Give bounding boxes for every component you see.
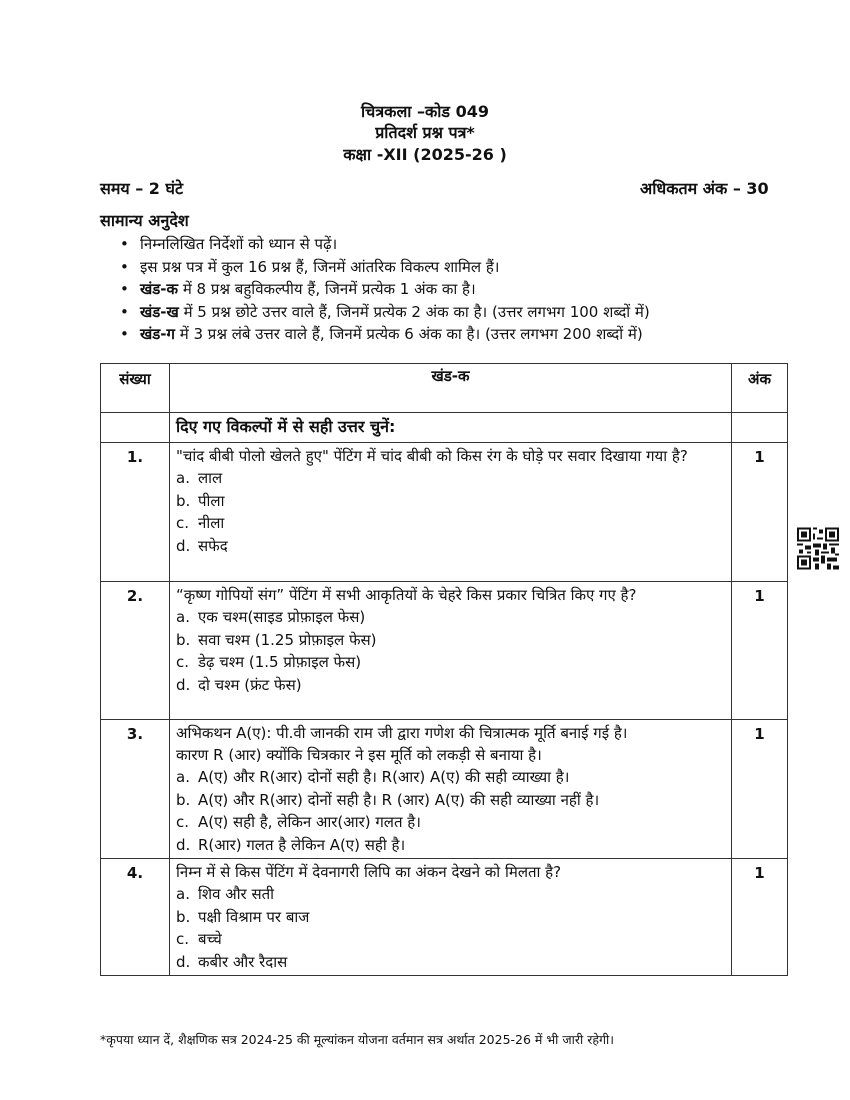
instruction-bold: खंड-ख (140, 302, 179, 321)
instruction-item (140, 278, 650, 301)
option-letter: b. (176, 790, 191, 809)
option-text: बच्चे (198, 930, 222, 948)
instruction-text: में 5 प्रश्न छोटे उत्तर वाले हैं, जिनमें प्रत्येक 2 अंक का है। (उत्तर लगभग 100 शब्दों में) (178, 302, 650, 321)
option (176, 834, 725, 857)
option-text: सफेद (198, 536, 228, 555)
instruction-text: में 8 प्रश्न बहुविकल्पीय हैं, जिनमें प्रत्येक 1 अंक का है। (178, 280, 476, 298)
time-allowed: समय – 2 घंटे (100, 179, 184, 198)
option-text: कबीर और रैदास (198, 952, 288, 971)
question-marks: 1 (732, 582, 788, 720)
option-text: R(आर) गलत है लेकिन A(ए) सही है। (198, 835, 406, 854)
option-text: पीला (198, 491, 225, 510)
col-header-number: संख्या (101, 364, 170, 413)
option (176, 629, 725, 652)
table-row (101, 859, 788, 976)
question-cell (170, 720, 732, 859)
question-text: अभिकथन A(ए): पी.वी जानकी राम जी द्वारा गणेश की चित्रात्मक मूर्ति बनाई गई है। (176, 724, 628, 742)
empty-cell (732, 413, 788, 443)
instruction-item (140, 233, 650, 256)
option (176, 883, 725, 906)
table-row (101, 582, 788, 720)
option (176, 811, 725, 834)
instruction-text: में 3 प्रश्न लंबे उत्तर वाले हैं, जिनमें प्रत्येक 6 अंक का है। (उत्तर लगभग 200 शब्दों में) (174, 325, 643, 343)
option-text: A(ए) और R(आर) दोनों सही है। R(आर) A(ए) की सही व्याख्या है। (198, 768, 570, 786)
col-header-marks: अंक (732, 364, 788, 413)
question-number: 3. (101, 720, 170, 859)
question-cell (170, 859, 732, 976)
option-text: पक्षी विश्राम पर बाज (198, 907, 310, 926)
option (176, 951, 725, 974)
instruction-item (140, 323, 650, 346)
option (176, 467, 725, 490)
empty-cell (101, 413, 170, 443)
qr-code-icon (797, 527, 839, 570)
option-letter: d. (176, 952, 191, 971)
option-text: लाल (198, 469, 223, 487)
option (176, 490, 725, 513)
table-row (101, 413, 788, 443)
question-text: “कृष्ण गोपियों संग” पेंटिंग में सभी आकृतियों के चेहरे किस प्रकार चित्रित किए गए है? (176, 586, 637, 604)
instructions-heading: सामान्य अनुदेश (100, 211, 189, 230)
option-letter: c. (176, 813, 190, 831)
questions-table (100, 363, 788, 976)
instructions-list (100, 233, 650, 346)
question-text: निम्न में से किस पेंटिंग में देवनागरी लिपि का अंकन देखने को मिलता है? (176, 863, 562, 881)
question-text: "चांद बीबी पोलो खेलते हुए" पेंटिंग में चांद बीबी को किस रंग के घोड़े पर सवार दिखाया गया है? (176, 447, 688, 465)
option-letter: b. (176, 630, 191, 649)
instruction-item (140, 256, 650, 279)
instruction-bold: खंड-क (140, 280, 179, 298)
option (176, 789, 725, 812)
table-header-row (101, 364, 788, 413)
option-letter: d. (176, 536, 191, 555)
instruction-text: निम्नलिखित निर्देशों को ध्यान से पढ़ें। (140, 235, 338, 253)
max-marks: अधिकतम अंक – 30 (640, 179, 769, 198)
question-marks: 1 (732, 720, 788, 859)
question-cell (170, 443, 732, 582)
option-text: A(ए) सही है, लेकिन आर(आर) गलत है। (198, 813, 421, 831)
option (176, 928, 725, 951)
col-header-section: खंड-क (170, 364, 732, 413)
instruction-text: इस प्रश्न पत्र में कुल 16 प्रश्न हैं, जिनमें आंतरिक विकल्प शामिल हैं। (140, 257, 500, 276)
option-text: डेढ़ चश्म (1.5 प्रोफ़ाइल फेस) (198, 653, 362, 671)
instruction-item (140, 301, 650, 324)
option (176, 651, 725, 674)
question-marks: 1 (732, 859, 788, 976)
paper-title: चित्रकला –कोड 049 (361, 102, 489, 121)
option-text: दो चश्म (फ्रंट फेस) (198, 675, 302, 694)
option-text: A(ए) और R(आर) दोनों सही है। R (आर) A(ए) की सही व्याख्या नहीं है। (198, 790, 600, 809)
option-letter: d. (176, 835, 191, 854)
paper-class: कक्षा -XII (2025-26 ) (343, 145, 507, 164)
option (176, 535, 725, 558)
footnote: *कृपया ध्यान दें, शैक्षणिक सत्र 2024-25 की मूल्यांकन योजना वर्तमान सत्र अर्थात 2025-26 में भी जारी रहेगी। (100, 1032, 614, 1047)
option-letter: b. (176, 491, 191, 510)
option-letter: a. (176, 885, 190, 903)
table-row (101, 720, 788, 859)
option (176, 906, 725, 929)
question-number: 1. (101, 443, 170, 582)
option-letter: c. (176, 653, 190, 671)
question-cell (170, 582, 732, 720)
instruction-bold: खंड-ग (140, 325, 175, 343)
option-letter: a. (176, 608, 190, 626)
question-reason: कारण R (आर) क्योंकि चित्रकार ने इस मूर्ति को लकड़ी से बनाया है। (176, 746, 542, 764)
option (176, 606, 725, 629)
option (176, 674, 725, 697)
question-number: 2. (101, 582, 170, 720)
option-text: एक चश्म(साइड प्रोफ़ाइल फेस) (198, 608, 366, 626)
section-instruction: दिए गए विकल्पों में से सही उत्तर चुनें: (170, 413, 732, 443)
question-number: 4. (101, 859, 170, 976)
option-letter: a. (176, 469, 190, 487)
table-row (101, 443, 788, 582)
question-marks: 1 (732, 443, 788, 582)
option-text: नीला (198, 514, 225, 532)
paper-subtitle: प्रतिदर्श प्रश्न पत्र* (375, 123, 475, 142)
option-letter: b. (176, 907, 191, 926)
option-letter: c. (176, 930, 190, 948)
option-letter: c. (176, 514, 190, 532)
option-letter: a. (176, 768, 190, 786)
option (176, 766, 725, 789)
option-text: शिव और सती (198, 885, 275, 903)
option-letter: d. (176, 675, 191, 694)
option (176, 512, 725, 535)
option-text: सवा चश्म (1.25 प्रोफ़ाइल फेस) (198, 630, 377, 649)
